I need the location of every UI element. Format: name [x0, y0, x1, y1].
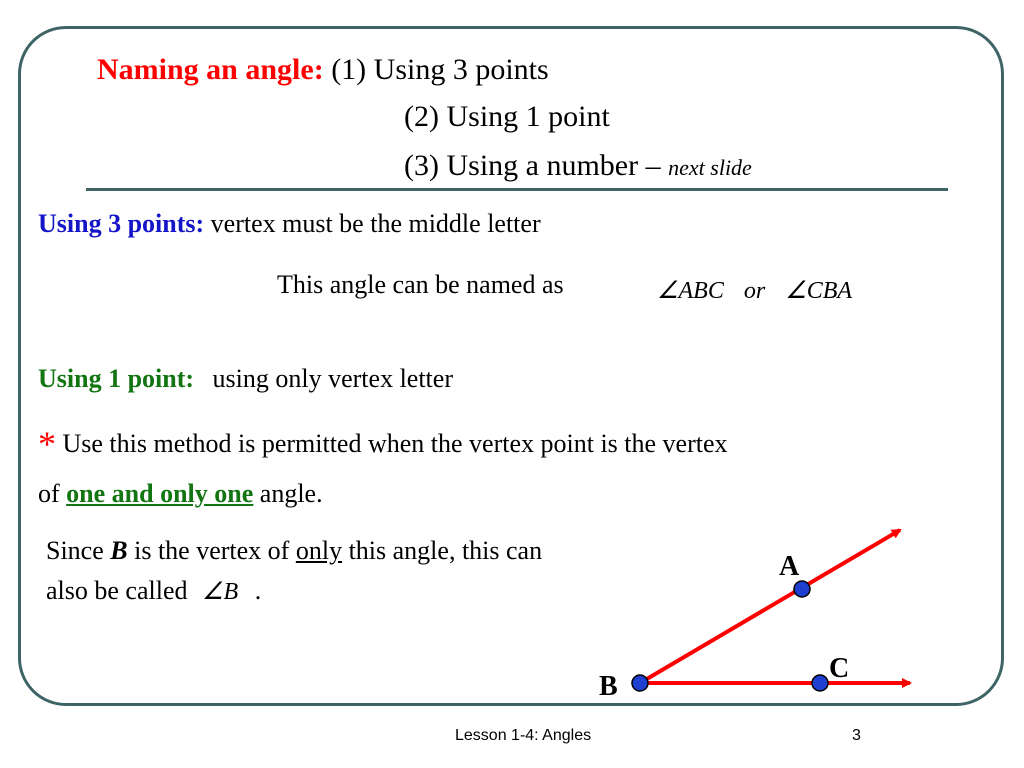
since-line2-pre: also be called: [46, 576, 188, 605]
since-pre: Since: [46, 536, 104, 565]
three-points-label: Using 3 points:: [38, 209, 205, 238]
note-text-2-post: angle.: [259, 479, 323, 508]
asterisk-icon: *: [38, 424, 56, 464]
angle-or: or: [743, 278, 766, 304]
angle-cba: ∠CBA: [785, 278, 853, 304]
title-item-3: (3) Using a number –: [404, 149, 661, 182]
footer-lesson: Lesson 1-4: Angles: [455, 727, 592, 744]
note-text-1: Use this method is permitted when the vertex point is the vertex: [62, 429, 728, 458]
point-c-label: C: [829, 653, 850, 684]
page-number: 3: [852, 727, 861, 744]
since-dot: .: [254, 576, 262, 605]
one-and-only-one: one and only one: [66, 479, 254, 508]
angle-b: ∠B: [202, 579, 239, 605]
ray-ba: [640, 530, 900, 683]
three-points-text: vertex must be the middle letter: [210, 209, 541, 238]
one-point-text: using only vertex letter: [212, 364, 453, 393]
since-only: only: [295, 536, 343, 565]
angle-abc: ∠ABC: [657, 278, 724, 304]
point-b-label: B: [599, 671, 618, 702]
named-as-text: This angle can be named as: [277, 270, 564, 299]
point-c-dot: [812, 675, 828, 691]
since-mid: is the vertex of: [134, 536, 290, 565]
one-point-label: Using 1 point:: [38, 364, 195, 393]
title-item-2: (2) Using 1 point: [404, 100, 610, 133]
since-b: B: [110, 536, 128, 565]
note-text-2-pre: of: [38, 479, 60, 508]
point-a-dot: [794, 581, 810, 597]
title-item-3-note: next slide: [668, 155, 752, 180]
point-a-label: A: [779, 551, 800, 582]
title-item-1: (1) Using 3 points: [331, 53, 549, 86]
point-b-dot: [632, 675, 648, 691]
since-post: this angle, this can: [348, 536, 543, 565]
title-label: Naming an angle:: [97, 53, 324, 86]
